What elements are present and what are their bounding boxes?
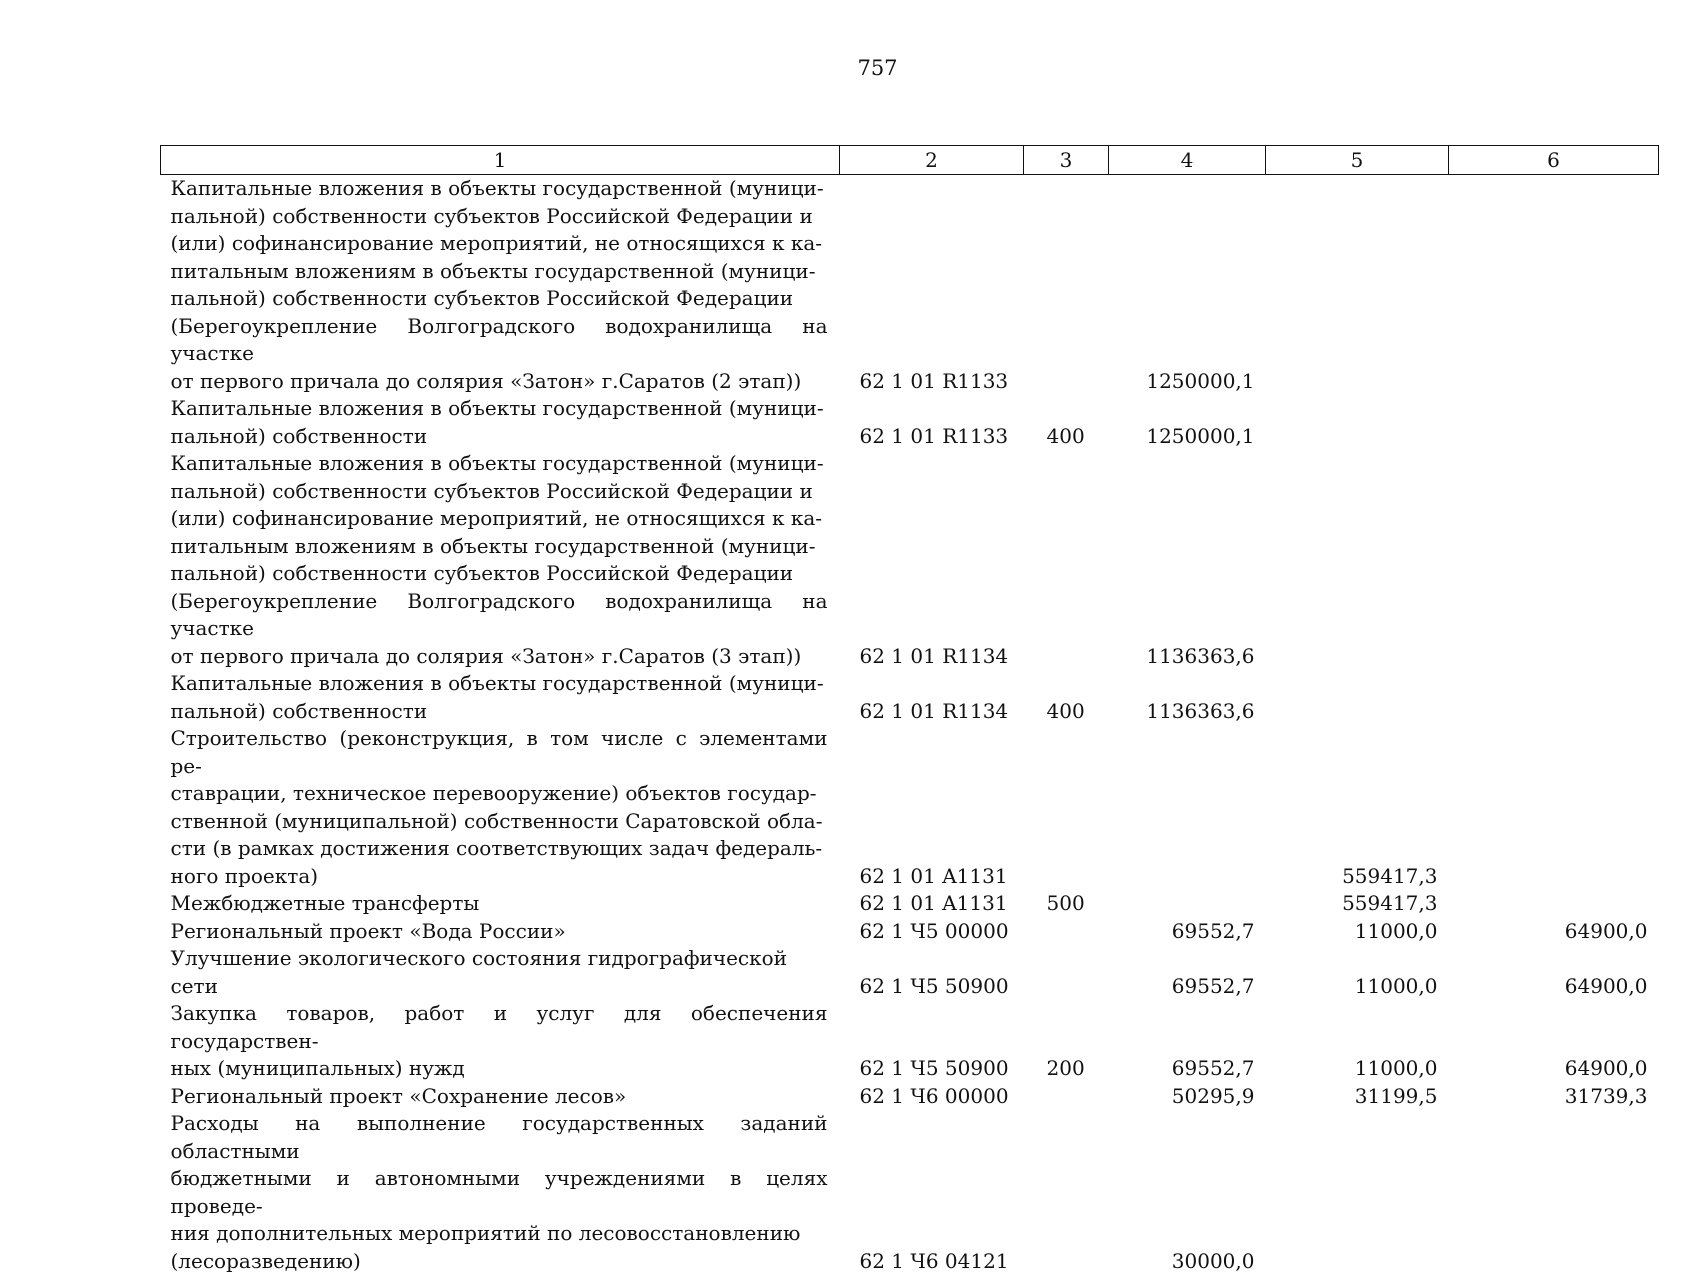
row-name	[161, 945, 840, 1000]
row-name-line: ного проекта)	[171, 863, 828, 891]
row-name-line: Региональный проект «Сохранение лесов»	[171, 1083, 828, 1111]
row-expense-type	[1024, 1110, 1109, 1275]
row-name-line: пальной) собственности субъектов Российской Федерации и	[171, 203, 828, 231]
table-row	[161, 1000, 1659, 1083]
header-col-3: 3	[1024, 146, 1109, 175]
row-name-line: Капитальные вложения в объекты государственной (муници-	[171, 395, 828, 423]
row-name-line: питальным вложениям в объекты государственной (муници-	[171, 533, 828, 561]
table-row	[161, 918, 1659, 946]
row-value-col-4: 1250000,1	[1109, 175, 1266, 396]
row-value-col-4: 69552,7	[1109, 945, 1266, 1000]
row-expense-type	[1024, 945, 1109, 1000]
row-code: 62 1 01 R1134	[840, 670, 1024, 725]
row-expense-type: 200	[1024, 1000, 1109, 1083]
row-code: 62 1 Ч6 04121	[840, 1110, 1024, 1275]
row-name-line: от первого причала до солярия «Затон» г.Саратов (3 этап))	[171, 643, 828, 671]
row-expense-type: 500	[1024, 890, 1109, 918]
header-col-1: 1	[161, 146, 840, 175]
row-name-line: Капитальные вложения в объекты государственной (муници-	[171, 670, 828, 698]
row-value-col-4: 30000,0	[1109, 1110, 1266, 1275]
table-body	[161, 175, 1659, 1275]
row-name-line: пальной) собственности	[171, 423, 828, 451]
row-name-line: (Берегоукрепление Волгоградского водохранилища на участке	[171, 313, 828, 368]
row-name	[161, 918, 840, 946]
row-name-line: Межбюджетные трансферты	[171, 890, 828, 918]
row-value-col-5	[1266, 395, 1449, 450]
row-value-col-6: 64900,0	[1449, 918, 1659, 946]
row-value-col-6: 31739,3	[1449, 1083, 1659, 1111]
row-expense-type	[1024, 918, 1109, 946]
row-value-col-4: 69552,7	[1109, 918, 1266, 946]
table-row	[161, 1083, 1659, 1111]
row-name-line: (или) софинансирование мероприятий, не относящихся к ка-	[171, 230, 828, 258]
table-row	[161, 945, 1659, 1000]
row-value-col-5: 559417,3	[1266, 890, 1449, 918]
row-code: 62 1 Ч6 00000	[840, 1083, 1024, 1111]
row-name-line: Улучшение экологического состояния гидрографической сети	[171, 945, 828, 1000]
table-row	[161, 175, 1659, 396]
row-code: 62 1 Ч5 50900	[840, 945, 1024, 1000]
row-code: 62 1 01 A1131	[840, 890, 1024, 918]
row-value-col-5: 31199,5	[1266, 1083, 1449, 1111]
row-name	[161, 395, 840, 450]
row-name-line: ных (муниципальных) нужд	[171, 1055, 828, 1083]
row-name-line: бюджетными и автономными учреждениями в целях проведе-	[171, 1165, 828, 1220]
row-value-col-6	[1449, 725, 1659, 890]
table-row	[161, 670, 1659, 725]
row-name-line: пальной) собственности	[171, 698, 828, 726]
row-code: 62 1 01 R1134	[840, 450, 1024, 670]
row-value-col-5	[1266, 1110, 1449, 1275]
row-name-line: ственной (муниципальной) собственности Саратовской обла-	[171, 808, 828, 836]
row-name-line: Региональный проект «Вода России»	[171, 918, 828, 946]
row-name-line: пальной) собственности субъектов Российской Федерации и	[171, 478, 828, 506]
row-name	[161, 890, 840, 918]
row-value-col-5	[1266, 670, 1449, 725]
budget-table	[160, 145, 1659, 1275]
row-expense-type: 400	[1024, 395, 1109, 450]
table-row	[161, 450, 1659, 670]
row-value-col-4: 1136363,6	[1109, 450, 1266, 670]
row-name-line: Капитальные вложения в объекты государственной (муници-	[171, 175, 828, 203]
row-name	[161, 1000, 840, 1083]
row-value-col-6: 64900,0	[1449, 945, 1659, 1000]
table-header	[161, 146, 1659, 175]
table-row	[161, 395, 1659, 450]
row-code: 62 1 Ч5 50900	[840, 1000, 1024, 1083]
row-name-line: питальным вложениям в объекты государственной (муници-	[171, 258, 828, 286]
row-value-col-4	[1109, 890, 1266, 918]
row-value-col-4: 1136363,6	[1109, 670, 1266, 725]
row-value-col-4: 1250000,1	[1109, 395, 1266, 450]
table-row	[161, 725, 1659, 890]
row-name-line: Закупка товаров, работ и услуг для обеспечения государствен-	[171, 1000, 828, 1055]
header-col-6: 6	[1449, 146, 1659, 175]
row-name-line: ставрации, техническое перевооружение) объектов государ-	[171, 780, 828, 808]
row-name	[161, 1083, 840, 1111]
row-expense-type	[1024, 450, 1109, 670]
row-code: 62 1 Ч5 00000	[840, 918, 1024, 946]
row-name-line: пальной) собственности субъектов Российской Федерации	[171, 560, 828, 588]
row-name-line: от первого причала до солярия «Затон» г.Саратов (2 этап))	[171, 368, 828, 396]
row-value-col-6	[1449, 450, 1659, 670]
row-expense-type: 400	[1024, 670, 1109, 725]
header-row	[161, 146, 1659, 175]
row-value-col-5: 11000,0	[1266, 918, 1449, 946]
header-col-5: 5	[1266, 146, 1449, 175]
header-col-2: 2	[840, 146, 1024, 175]
row-name-line: Расходы на выполнение государственных заданий областными	[171, 1110, 828, 1165]
row-name	[161, 670, 840, 725]
row-name	[161, 175, 840, 396]
row-name	[161, 450, 840, 670]
row-value-col-5: 11000,0	[1266, 1000, 1449, 1083]
row-value-col-5: 11000,0	[1266, 945, 1449, 1000]
row-name-line: (лесоразведению)	[171, 1248, 828, 1275]
row-expense-type	[1024, 725, 1109, 890]
row-name-line: (или) софинансирование мероприятий, не относящихся к ка-	[171, 505, 828, 533]
row-name-line: Капитальные вложения в объекты государственной (муници-	[171, 450, 828, 478]
row-name-line: сти (в рамках достижения соответствующих задач федераль-	[171, 835, 828, 863]
page-number: 757	[0, 56, 1697, 80]
table-row	[161, 890, 1659, 918]
row-expense-type	[1024, 175, 1109, 396]
row-name-line: ния дополнительных мероприятий по лесовосстановлению	[171, 1220, 828, 1248]
row-value-col-6	[1449, 890, 1659, 918]
row-name	[161, 1110, 840, 1275]
table-row	[161, 1110, 1659, 1275]
row-name-line: (Берегоукрепление Волгоградского водохранилища на участке	[171, 588, 828, 643]
row-value-col-4: 69552,7	[1109, 1000, 1266, 1083]
row-value-col-6	[1449, 395, 1659, 450]
header-col-4: 4	[1109, 146, 1266, 175]
row-code: 62 1 01 R1133	[840, 395, 1024, 450]
row-value-col-6	[1449, 175, 1659, 396]
row-value-col-6	[1449, 1110, 1659, 1275]
row-value-col-5	[1266, 450, 1449, 670]
row-value-col-5	[1266, 175, 1449, 396]
row-value-col-5: 559417,3	[1266, 725, 1449, 890]
row-code: 62 1 01 A1131	[840, 725, 1024, 890]
row-value-col-6: 64900,0	[1449, 1000, 1659, 1083]
row-value-col-6	[1449, 670, 1659, 725]
row-name	[161, 725, 840, 890]
row-code: 62 1 01 R1133	[840, 175, 1024, 396]
row-value-col-4	[1109, 725, 1266, 890]
row-expense-type	[1024, 1083, 1109, 1111]
row-name-line: Строительство (реконструкция, в том числе с элементами ре-	[171, 725, 828, 780]
row-name-line: пальной) собственности субъектов Российской Федерации	[171, 285, 828, 313]
row-value-col-4: 50295,9	[1109, 1083, 1266, 1111]
